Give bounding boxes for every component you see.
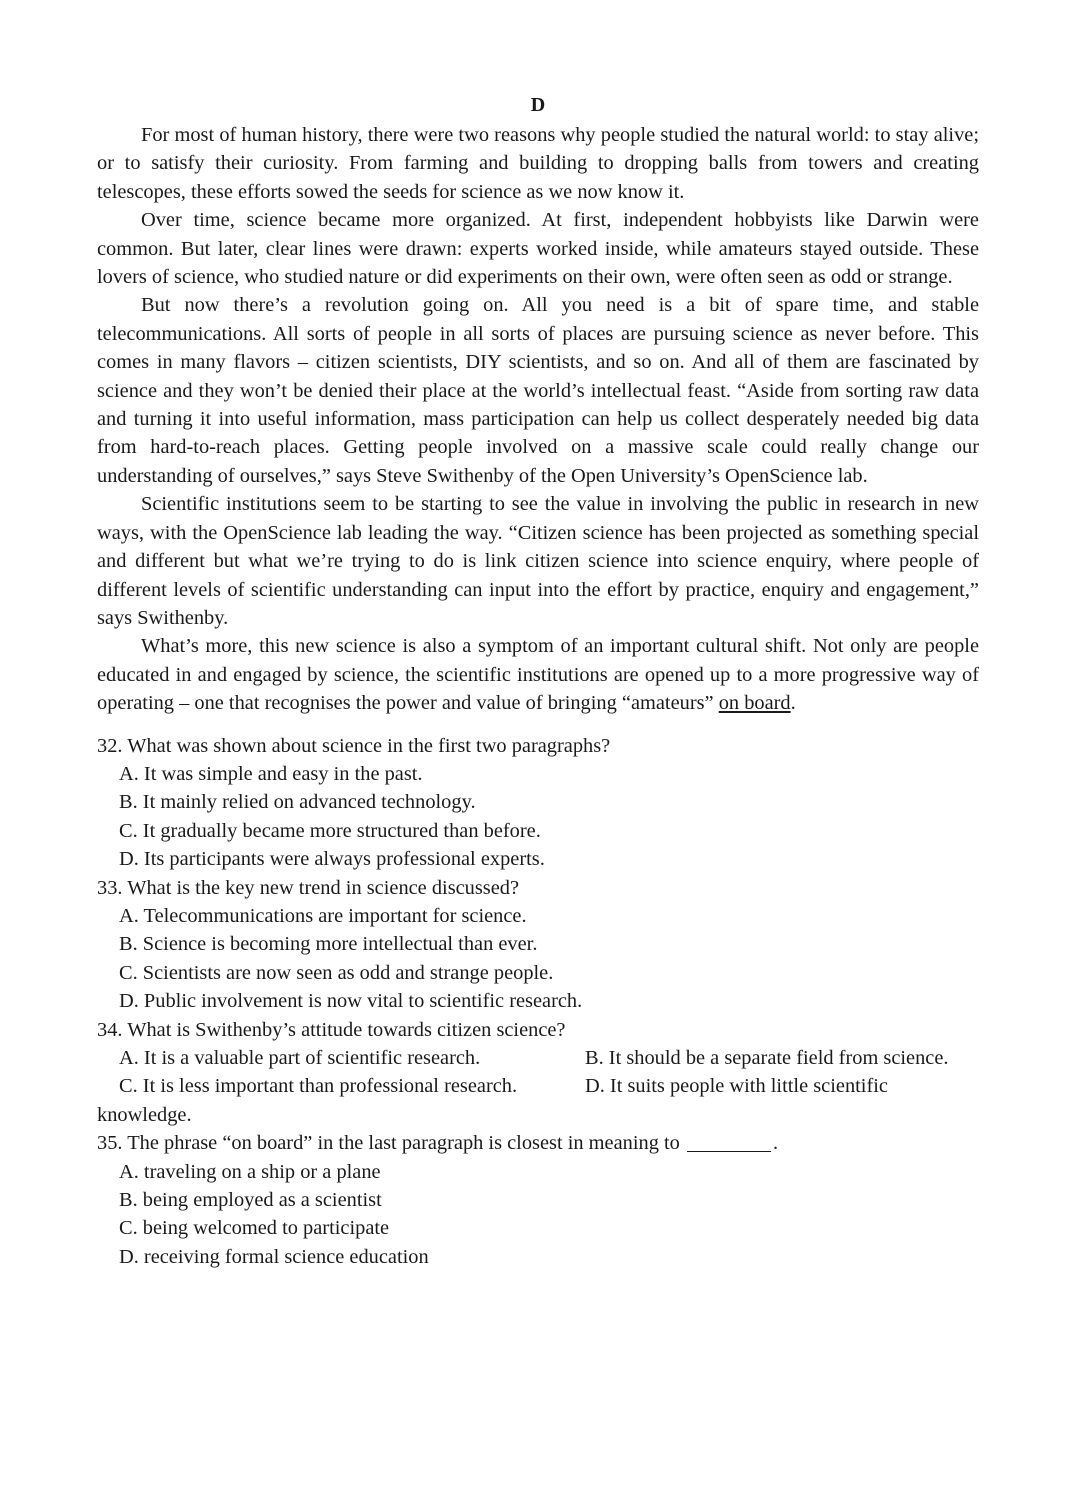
option-d: D. Public involvement is now vital to scientific research. xyxy=(119,990,583,1013)
passage-paragraph-5 xyxy=(97,632,979,717)
question-32 xyxy=(97,732,979,874)
question-33 xyxy=(97,874,979,1016)
paragraph-5-text: What’s more, this new science is also a symptom of an important cultural shift. Not only are people educated in and engaged by science, the scientific institutions are opened up to a more progressive way of operating – one that recognises the power and value of bringing “amateurs” xyxy=(97,635,979,715)
passage-paragraph-3: But now there’s a revolution going on. All you need is a bit of spare time, and stable telecommunications. All sorts of people in all sorts of places are pursuing science as never before. This comes in many flavors – citizen scientists, DIY scientists, and so on. And all of them are fascinated by science and they won’t be denied their place at the world’s intellectual feast. “Aside from sorting raw data and turning it into useful information, mass participation can help us collect desperately needed big data from hard-to-reach places. Getting people involved on a massive scale could really change our understanding of ourselves,” says Steve Swithenby of the Open University’s OpenScience lab. xyxy=(97,294,979,487)
question-stem: 33. What is the key new trend in science discussed? xyxy=(97,876,520,899)
passage-paragraph-4: Scientific institutions seem to be starting to see the value in involving the public in research in new ways, with the OpenScience lab leading the way. “Citizen science has been projected as something special and different but what we’re trying to do is link citizen science into science enquiry, where people of different levels of scientific understanding can input into the effort by practice, enquiry and engagement,” says Swithenby. xyxy=(97,493,979,629)
question-list xyxy=(97,732,979,1272)
question-stem xyxy=(97,1129,979,1157)
option-d-continuation: knowledge. xyxy=(97,1103,192,1126)
option-c: C. Scientists are now seen as odd and strange people. xyxy=(119,961,554,984)
paragraph-5-end: . xyxy=(790,692,796,715)
question-34 xyxy=(97,1016,979,1130)
option-a: A. traveling on a ship or a plane xyxy=(119,1160,381,1183)
options-row-1 xyxy=(119,1044,979,1072)
underlined-phrase: on board xyxy=(718,692,791,715)
question-35 xyxy=(97,1129,979,1271)
option-b: B. being employed as a scientist xyxy=(119,1189,382,1212)
question-stem: 34. What is Swithenby’s attitude towards citizen science? xyxy=(97,1018,566,1041)
passage-paragraph-1: For most of human history, there were two reasons why people studied the natural world: to stay alive; or to satisfy their curiosity. From farming and building to dropping balls from towers and creating telescopes, these efforts sowed the seeds for science as we now know it. xyxy=(97,124,979,203)
question-stem: 32. What was shown about science in the first two paragraphs? xyxy=(97,734,611,757)
option-b: B. It should be a separate field from science. xyxy=(585,1047,949,1069)
option-a: A. It was simple and easy in the past. xyxy=(119,762,423,785)
option-c: C. It gradually became more structured than before. xyxy=(119,819,541,842)
option-d: D. It suits people with little scientific xyxy=(585,1075,888,1098)
option-d: D. receiving formal science education xyxy=(119,1245,429,1268)
option-a: A. Telecommunications are important for science. xyxy=(119,904,527,927)
option-c: C. It is less important than professional research. xyxy=(119,1075,518,1098)
reading-passage xyxy=(97,121,979,718)
stem-text: 35. The phrase “on board” in the last paragraph is closest in meaning to xyxy=(97,1132,680,1155)
option-d: D. Its participants were always professional experts. xyxy=(119,848,545,871)
section-heading: D xyxy=(530,94,546,116)
answer-blank xyxy=(687,1131,771,1152)
options-row-2 xyxy=(119,1072,979,1100)
option-b: B. Science is becoming more intellectual than ever. xyxy=(119,933,538,956)
option-b: B. It mainly relied on advanced technology. xyxy=(119,791,476,814)
stem-end: . xyxy=(772,1132,779,1155)
option-c: C. being welcomed to participate xyxy=(119,1217,390,1240)
passage-paragraph-2: Over time, science became more organized. At first, independent hobbyists like Darwin were common. But later, clear lines were drawn: experts worked inside, while amateurs stayed outside. These lovers of science, who studied nature or did experiments on their own, were often seen as odd or strange. xyxy=(97,209,979,289)
option-a: A. It is a valuable part of scientific research. xyxy=(119,1047,481,1069)
